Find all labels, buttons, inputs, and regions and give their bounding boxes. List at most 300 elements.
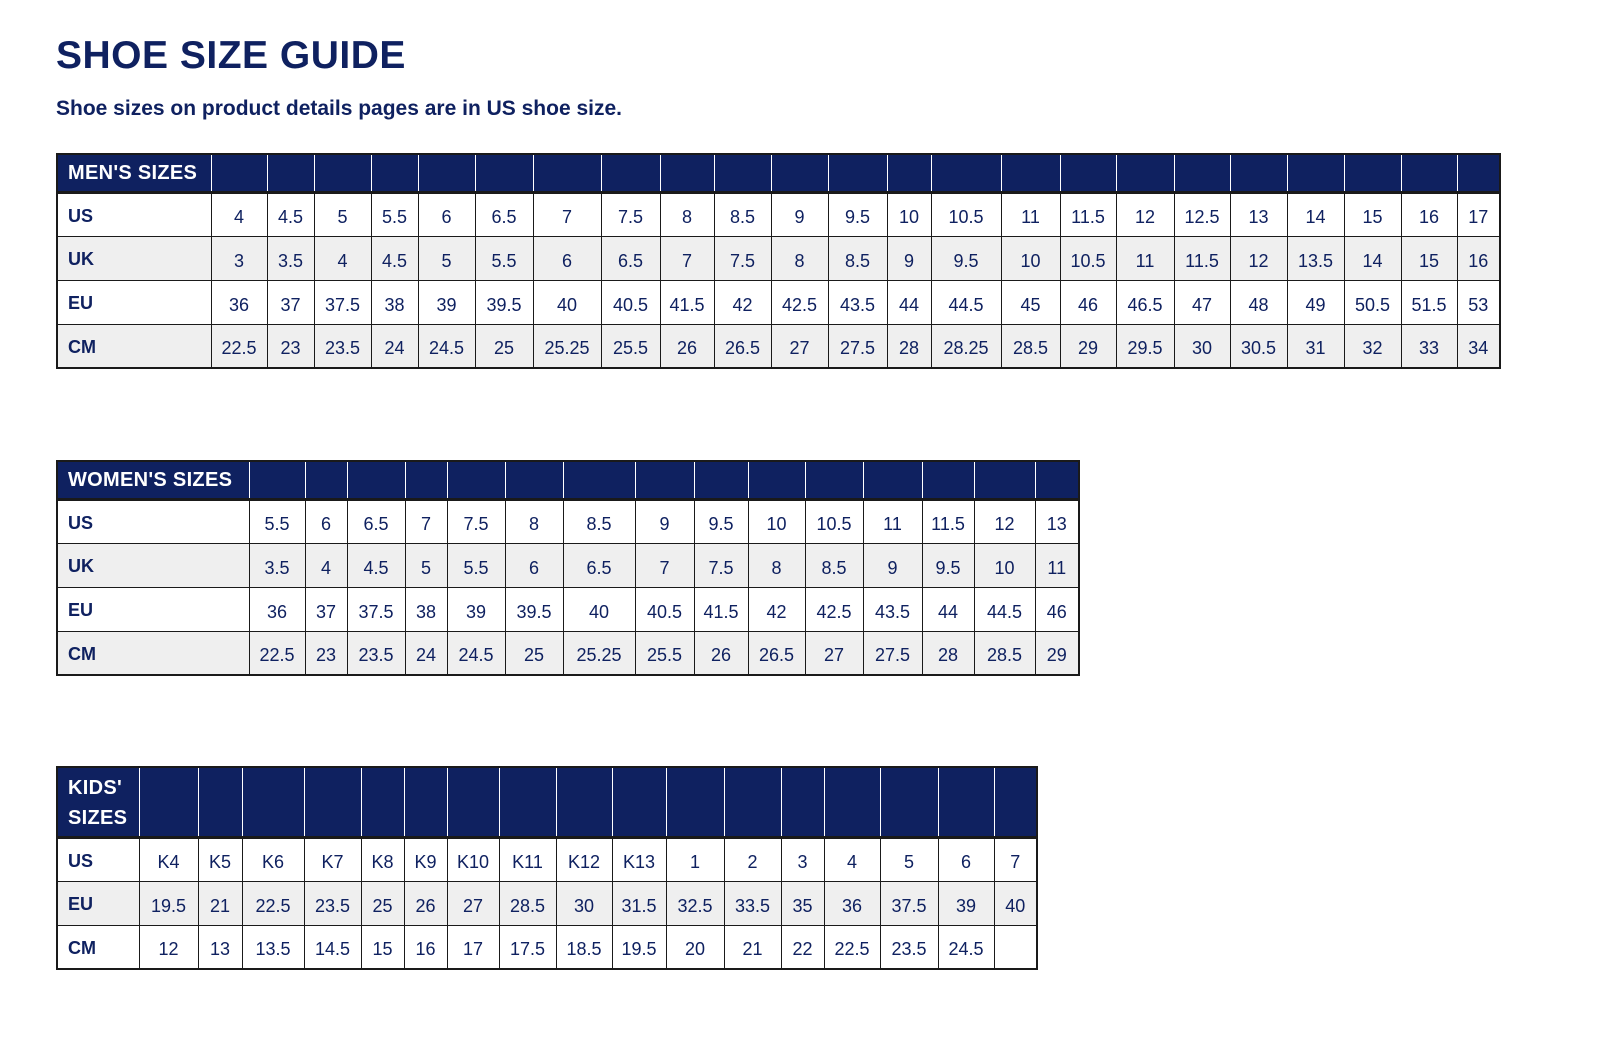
size-cell: 22 — [781, 925, 824, 969]
size-cell: 9.5 — [694, 499, 748, 543]
size-cell: K9 — [404, 837, 447, 881]
size-cell: 25.25 — [563, 631, 635, 675]
header-blank-cell — [404, 767, 447, 837]
mens-size-table — [56, 153, 1501, 369]
size-cell: 31 — [1287, 324, 1344, 368]
size-cell: 13 — [1035, 499, 1079, 543]
header-blank-cell — [1344, 154, 1401, 192]
size-cell: 5.5 — [249, 499, 305, 543]
header-blank-cell — [1174, 154, 1230, 192]
size-cell: 10.5 — [1060, 236, 1116, 280]
size-cell: 8.5 — [563, 499, 635, 543]
size-cell: 5.5 — [447, 543, 505, 587]
size-cell: 12 — [1230, 236, 1287, 280]
header-blank-cell — [635, 461, 694, 499]
size-cell: 13.5 — [242, 925, 304, 969]
size-cell: 50.5 — [1344, 280, 1401, 324]
size-cell: K6 — [242, 837, 304, 881]
size-cell: 40.5 — [635, 587, 694, 631]
size-cell: 32 — [1344, 324, 1401, 368]
header-blank-cell — [880, 767, 938, 837]
header-blank-cell — [139, 767, 198, 837]
header-blank-cell — [505, 461, 563, 499]
header-blank-cell — [556, 767, 612, 837]
size-cell: 39 — [938, 881, 994, 925]
size-cell: 28.25 — [931, 324, 1001, 368]
size-cell: 24.5 — [418, 324, 475, 368]
row-label — [57, 192, 211, 236]
size-cell: 10 — [1001, 236, 1060, 280]
size-cell: 23.5 — [314, 324, 371, 368]
size-cell: 22.5 — [249, 631, 305, 675]
size-cell: 5.5 — [371, 192, 418, 236]
header-blank-cell — [748, 461, 805, 499]
header-blank-cell — [887, 154, 931, 192]
header-blank-cell — [371, 154, 418, 192]
size-cell: 47 — [1174, 280, 1230, 324]
size-cell: 3.5 — [267, 236, 314, 280]
size-cell: 4 — [314, 236, 371, 280]
size-cell: 40 — [533, 280, 601, 324]
size-cell: 27 — [771, 324, 828, 368]
table-header-row — [57, 767, 1037, 837]
size-cell: 5 — [418, 236, 475, 280]
size-cell: 8.5 — [714, 192, 771, 236]
row-label-text: US — [68, 512, 94, 533]
size-cell: 16 — [404, 925, 447, 969]
table-title: MEN'S SIZES — [57, 154, 211, 192]
size-cell — [994, 925, 1037, 969]
size-cell: 36 — [249, 587, 305, 631]
size-cell: 22.5 — [211, 324, 267, 368]
size-cell: 26.5 — [714, 324, 771, 368]
header-blank-cell — [304, 767, 361, 837]
size-cell: 24.5 — [447, 631, 505, 675]
header-blank-cell — [601, 154, 660, 192]
header-blank-cell — [994, 767, 1037, 837]
size-cell: 31.5 — [612, 881, 666, 925]
page-subtitle: Shoe sizes on product details pages are in US shoe size. — [56, 97, 622, 120]
size-cell: 41.5 — [660, 280, 714, 324]
header-blank-cell — [447, 767, 499, 837]
size-cell: 4 — [824, 837, 880, 881]
size-cell: 7 — [405, 499, 447, 543]
size-cell: 17 — [1457, 192, 1500, 236]
table-row — [57, 881, 1037, 925]
size-cell: 42.5 — [771, 280, 828, 324]
table-row — [57, 280, 1500, 324]
row-label — [57, 881, 139, 925]
header-blank-cell — [938, 767, 994, 837]
size-cell: 10 — [974, 543, 1035, 587]
table-row — [57, 192, 1500, 236]
header-blank-cell — [418, 154, 475, 192]
row-label-text: CM — [68, 336, 96, 357]
size-cell: 11 — [1035, 543, 1079, 587]
size-cell: 11.5 — [1174, 236, 1230, 280]
header-blank-cell — [361, 767, 404, 837]
size-cell: 8 — [748, 543, 805, 587]
size-cell: 4.5 — [267, 192, 314, 236]
size-cell: 10.5 — [805, 499, 863, 543]
size-cell: 39.5 — [475, 280, 533, 324]
size-cell: 11 — [1001, 192, 1060, 236]
header-blank-cell — [1287, 154, 1344, 192]
size-cell: 11 — [863, 499, 922, 543]
row-label-text: US — [68, 205, 94, 226]
size-cell: 27.5 — [863, 631, 922, 675]
header-blank-cell — [267, 154, 314, 192]
size-cell: 23.5 — [347, 631, 405, 675]
size-cell: 16 — [1457, 236, 1500, 280]
header-blank-cell — [612, 767, 666, 837]
size-cell: 4.5 — [371, 236, 418, 280]
size-cell: 13 — [198, 925, 242, 969]
size-cell: 12 — [139, 925, 198, 969]
header-blank-cell — [305, 461, 347, 499]
size-cell: 38 — [371, 280, 418, 324]
size-cell: 6 — [533, 236, 601, 280]
table-row — [57, 499, 1079, 543]
size-cell: 24 — [371, 324, 418, 368]
header-blank-cell — [828, 154, 887, 192]
size-cell: 8 — [771, 236, 828, 280]
header-blank-cell — [1116, 154, 1174, 192]
size-cell: 28 — [922, 631, 974, 675]
womens-size-table — [56, 460, 1080, 676]
header-blank-cell — [824, 767, 880, 837]
header-blank-cell — [922, 461, 974, 499]
table-title — [57, 767, 139, 837]
size-cell: 29.5 — [1116, 324, 1174, 368]
size-cell: 23.5 — [304, 881, 361, 925]
size-cell: 14 — [1287, 192, 1344, 236]
size-cell: 12.5 — [1174, 192, 1230, 236]
size-cell: 13.5 — [1287, 236, 1344, 280]
size-cell: 15 — [1401, 236, 1457, 280]
size-cell: 9 — [863, 543, 922, 587]
size-cell: 26.5 — [748, 631, 805, 675]
row-label — [57, 837, 139, 881]
size-cell: 37.5 — [880, 881, 938, 925]
size-cell: 9 — [635, 499, 694, 543]
row-label-text: EU — [68, 599, 94, 620]
row-label-text: CM — [68, 643, 96, 664]
size-cell: 4 — [305, 543, 347, 587]
size-cell: 34 — [1457, 324, 1500, 368]
size-cell: 13 — [1230, 192, 1287, 236]
size-cell: 24 — [405, 631, 447, 675]
size-cell: 28.5 — [1001, 324, 1060, 368]
size-cell: 5.5 — [475, 236, 533, 280]
size-cell: 12 — [1116, 192, 1174, 236]
size-cell: 27 — [447, 881, 499, 925]
size-cell: 15 — [1344, 192, 1401, 236]
table-row — [57, 236, 1500, 280]
size-cell: 5 — [880, 837, 938, 881]
header-blank-cell — [198, 767, 242, 837]
size-cell: 19.5 — [612, 925, 666, 969]
header-blank-cell — [931, 154, 1001, 192]
size-cell: 10.5 — [931, 192, 1001, 236]
size-cell: 8.5 — [805, 543, 863, 587]
header-blank-cell — [1001, 154, 1060, 192]
size-cell: 8 — [505, 499, 563, 543]
size-cell: K11 — [499, 837, 556, 881]
size-cell: 30 — [1174, 324, 1230, 368]
size-cell: 6 — [505, 543, 563, 587]
table-header-row — [57, 461, 1079, 499]
size-cell: 21 — [724, 925, 781, 969]
size-cell: K13 — [612, 837, 666, 881]
size-cell: 32.5 — [666, 881, 724, 925]
size-cell: 6 — [305, 499, 347, 543]
size-cell: 17.5 — [499, 925, 556, 969]
table-row — [57, 837, 1037, 881]
size-cell: 5 — [405, 543, 447, 587]
size-cell: 33.5 — [724, 881, 781, 925]
size-cell: 46 — [1035, 587, 1079, 631]
size-cell: 3 — [781, 837, 824, 881]
table-title: WOMEN'S SIZES — [57, 461, 249, 499]
size-cell: 23 — [267, 324, 314, 368]
size-cell: 28.5 — [499, 881, 556, 925]
size-cell: 29 — [1035, 631, 1079, 675]
size-cell: 37 — [267, 280, 314, 324]
size-cell: 6 — [418, 192, 475, 236]
size-cell: 43.5 — [863, 587, 922, 631]
size-cell: 26 — [660, 324, 714, 368]
size-cell: 22.5 — [242, 881, 304, 925]
size-cell: 40 — [994, 881, 1037, 925]
size-cell: 46 — [1060, 280, 1116, 324]
size-cell: 23 — [305, 631, 347, 675]
page-title: SHOE SIZE GUIDE — [56, 34, 406, 77]
header-blank-cell — [242, 767, 304, 837]
header-blank-cell — [771, 154, 828, 192]
size-cell: 24.5 — [938, 925, 994, 969]
size-cell: 14 — [1344, 236, 1401, 280]
size-cell: 45 — [1001, 280, 1060, 324]
size-cell: 41.5 — [694, 587, 748, 631]
header-blank-cell — [1457, 154, 1500, 192]
table-row — [57, 925, 1037, 969]
size-cell: 30 — [556, 881, 612, 925]
header-blank-cell — [563, 461, 635, 499]
size-cell: 10 — [887, 192, 931, 236]
size-cell: 6.5 — [601, 236, 660, 280]
size-cell: 22.5 — [824, 925, 880, 969]
size-cell: 2 — [724, 837, 781, 881]
header-blank-cell — [660, 154, 714, 192]
size-cell: 6 — [938, 837, 994, 881]
size-cell: 16 — [1401, 192, 1457, 236]
size-cell: 18.5 — [556, 925, 612, 969]
size-cell: K8 — [361, 837, 404, 881]
size-cell: 23.5 — [880, 925, 938, 969]
size-cell: 11 — [1116, 236, 1174, 280]
size-cell: 25 — [475, 324, 533, 368]
row-label-text: US — [68, 850, 94, 871]
row-label-text: UK — [68, 555, 94, 576]
header-blank-cell — [781, 767, 824, 837]
size-cell: 8.5 — [828, 236, 887, 280]
header-blank-cell — [974, 461, 1035, 499]
header-blank-cell — [347, 461, 405, 499]
header-blank-cell — [447, 461, 505, 499]
size-cell: K4 — [139, 837, 198, 881]
size-cell: 4 — [211, 192, 267, 236]
row-label — [57, 631, 249, 675]
size-cell: 7 — [533, 192, 601, 236]
size-cell: 36 — [824, 881, 880, 925]
size-cell: 30.5 — [1230, 324, 1287, 368]
header-blank-cell — [1060, 154, 1116, 192]
row-label — [57, 324, 211, 368]
row-label-text: UK — [68, 248, 94, 269]
size-cell: 48 — [1230, 280, 1287, 324]
header-blank-cell — [805, 461, 863, 499]
size-cell: 44 — [887, 280, 931, 324]
size-cell: 9.5 — [828, 192, 887, 236]
size-cell: 6.5 — [475, 192, 533, 236]
size-cell: 27 — [805, 631, 863, 675]
size-cell: 19.5 — [139, 881, 198, 925]
size-cell: 44.5 — [974, 587, 1035, 631]
row-label-text: EU — [68, 292, 94, 313]
size-cell: 37 — [305, 587, 347, 631]
size-cell: 25.5 — [635, 631, 694, 675]
size-cell: 26 — [694, 631, 748, 675]
size-cell: 17 — [447, 925, 499, 969]
size-cell: 39 — [418, 280, 475, 324]
size-cell: 39 — [447, 587, 505, 631]
size-cell: 27.5 — [828, 324, 887, 368]
size-cell: 28.5 — [974, 631, 1035, 675]
table-header-row — [57, 154, 1500, 192]
size-cell: 44 — [922, 587, 974, 631]
size-cell: 25.25 — [533, 324, 601, 368]
header-blank-cell — [211, 154, 267, 192]
header-blank-cell — [1401, 154, 1457, 192]
header-blank-cell — [405, 461, 447, 499]
kids-size-table — [56, 766, 1038, 970]
size-cell: 9 — [771, 192, 828, 236]
size-cell: 4.5 — [347, 543, 405, 587]
header-blank-cell — [314, 154, 371, 192]
header-blank-cell — [533, 154, 601, 192]
size-cell: 37.5 — [347, 587, 405, 631]
row-label — [57, 499, 249, 543]
row-label — [57, 236, 211, 280]
size-cell: 9 — [887, 236, 931, 280]
size-cell: 42.5 — [805, 587, 863, 631]
size-cell: 42 — [714, 280, 771, 324]
header-blank-cell — [1035, 461, 1079, 499]
header-blank-cell — [714, 154, 771, 192]
size-cell: 42 — [748, 587, 805, 631]
size-cell: 1 — [666, 837, 724, 881]
size-cell: 3.5 — [249, 543, 305, 587]
size-cell: 33 — [1401, 324, 1457, 368]
size-cell: 9.5 — [922, 543, 974, 587]
size-cell: 29 — [1060, 324, 1116, 368]
size-cell: 40 — [563, 587, 635, 631]
size-cell: 25 — [505, 631, 563, 675]
row-label-text: EU — [68, 893, 94, 914]
size-cell: 12 — [974, 499, 1035, 543]
header-blank-cell — [499, 767, 556, 837]
size-cell: 7.5 — [694, 543, 748, 587]
size-cell: 39.5 — [505, 587, 563, 631]
size-cell: 28 — [887, 324, 931, 368]
header-blank-cell — [1230, 154, 1287, 192]
size-cell: K12 — [556, 837, 612, 881]
header-blank-cell — [694, 461, 748, 499]
size-cell: 43.5 — [828, 280, 887, 324]
size-cell: 8 — [660, 192, 714, 236]
size-cell: 35 — [781, 881, 824, 925]
table-row — [57, 587, 1079, 631]
size-cell: 7 — [635, 543, 694, 587]
size-cell: 6.5 — [563, 543, 635, 587]
table-title-line: KIDS' — [68, 776, 123, 799]
header-blank-cell — [475, 154, 533, 192]
size-cell: 25 — [361, 881, 404, 925]
size-cell: 7.5 — [601, 192, 660, 236]
size-cell: 10 — [748, 499, 805, 543]
size-cell: 38 — [405, 587, 447, 631]
size-cell: K5 — [198, 837, 242, 881]
size-cell: 14.5 — [304, 925, 361, 969]
size-cell: 46.5 — [1116, 280, 1174, 324]
size-cell: 25.5 — [601, 324, 660, 368]
table-row — [57, 324, 1500, 368]
size-cell: 26 — [404, 881, 447, 925]
size-cell: 11.5 — [1060, 192, 1116, 236]
size-cell: 7 — [660, 236, 714, 280]
row-label — [57, 587, 249, 631]
size-cell: 49 — [1287, 280, 1344, 324]
row-label — [57, 543, 249, 587]
size-cell: K7 — [304, 837, 361, 881]
size-cell: 36 — [211, 280, 267, 324]
table-title-line: SIZES — [68, 806, 128, 829]
size-cell: 11.5 — [922, 499, 974, 543]
header-blank-cell — [666, 767, 724, 837]
row-label-text: CM — [68, 937, 96, 958]
size-cell: 37.5 — [314, 280, 371, 324]
size-cell: 7 — [994, 837, 1037, 881]
row-label — [57, 925, 139, 969]
size-cell: 15 — [361, 925, 404, 969]
size-cell: 6.5 — [347, 499, 405, 543]
table-row — [57, 631, 1079, 675]
size-cell: 9.5 — [931, 236, 1001, 280]
size-cell: 21 — [198, 881, 242, 925]
size-cell: 7.5 — [714, 236, 771, 280]
size-cell: 5 — [314, 192, 371, 236]
header-blank-cell — [724, 767, 781, 837]
size-cell: 7.5 — [447, 499, 505, 543]
table-row — [57, 543, 1079, 587]
header-blank-cell — [863, 461, 922, 499]
size-cell: 44.5 — [931, 280, 1001, 324]
size-cell: 51.5 — [1401, 280, 1457, 324]
size-cell: K10 — [447, 837, 499, 881]
size-cell: 20 — [666, 925, 724, 969]
size-cell: 3 — [211, 236, 267, 280]
